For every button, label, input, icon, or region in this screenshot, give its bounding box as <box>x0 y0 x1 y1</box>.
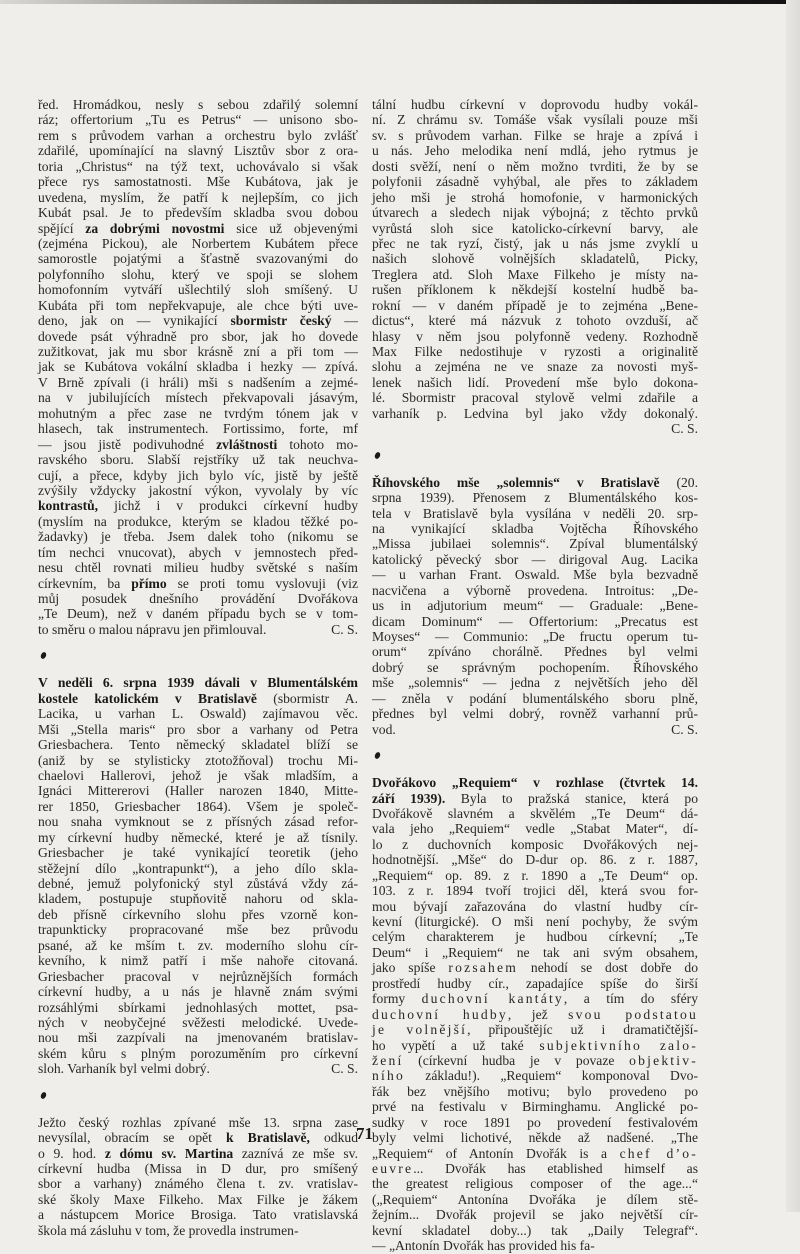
text-line: orum“ zpíváno chorálně. Přednes byl velmi <box>372 644 698 660</box>
text-line: psané, až ke mším t. zv. moderního slohu cír- <box>38 937 358 953</box>
text-line: mohutným a přec zase ne tvrdým tónem jak v <box>38 405 358 421</box>
text-line: varhaník p. Ledvina byl jako vždy dokonalý. <box>372 405 698 421</box>
text-line: lo z duchovních komposic Dvořákových nej- <box>372 836 698 852</box>
text-line: — u varhan Frant. Oswald. Mše byla bezvadně <box>372 567 698 583</box>
text-line: tím nechci vnucovat), abych v jemnostech před- <box>38 544 358 560</box>
text-line: září 1939). Byla to pražská stanice, která po <box>372 790 698 806</box>
letterspaced-emphasis: chef d’o- <box>619 1145 698 1161</box>
text-line: mše „solemnis“ — jedna z největších jeho děl <box>372 675 698 691</box>
text-line: the greatest religious composer of the age...“ <box>372 1176 698 1192</box>
text-line: toria „Christus“ na týž text, uchovávalo si však <box>38 158 358 174</box>
closing-line <box>38 1061 358 1076</box>
text-line: polyfonii zásadně vyhýbal, ale přes to základem <box>372 174 698 190</box>
text-line: zvýšily vždycky jakostní výkon, vyvolaly by víc <box>38 482 358 498</box>
text-line: našich slohově volnějších skladatelů, Picky, <box>372 251 698 267</box>
bold-run-in-text: kostele katolickém v Bratislavě <box>38 690 257 706</box>
text-line: deb přísně církevního slohu přes vzorně kon- <box>38 906 358 922</box>
text-line: ráz; offertorium „Tu es Petrus“ — unisono sbo- <box>38 112 358 128</box>
letterspaced-emphasis: subjektivního zalo- <box>539 1037 698 1053</box>
text-line: Mši „Stella maris“ pro sbor a varhany od Petra <box>38 721 358 737</box>
section-bullet <box>38 637 358 675</box>
text-line: cují, a přece, kdyby jich bylo víc, jistě by ještě <box>38 467 358 483</box>
author-signature: C. S. <box>331 621 358 637</box>
article-dvorak-requiem <box>372 775 698 1254</box>
text-line: stěžejní dílo „kontrapunkt“), a jeho dílo skla- <box>38 860 358 876</box>
text-line: o 9. hod. z dómu sv. Martina zaznívá ze mše sv. <box>38 1145 358 1161</box>
text-line: kostele katolickém v Bratislavě (sbormistr A. <box>38 690 358 706</box>
letterspaced-emphasis: ního <box>372 1068 405 1084</box>
text-line: mou bývají zařazována do vlastní hudby cír- <box>372 898 698 914</box>
text-line: formy duchovní kantáty, a tím do sféry <box>372 991 699 1007</box>
letterspaced-emphasis: svou podstatou <box>568 1006 699 1022</box>
text-line: Griesbacher je také vynikající teoretik (jeho <box>38 845 358 861</box>
text-line: — „Antonín Dvořák has provided his fa- <box>372 1238 595 1254</box>
bullet-mark-icon <box>374 451 381 459</box>
text-line: sudky v roce 1891 po provedení festivalovém <box>372 1114 698 1130</box>
text-line: přec ne tak ryzí, čistý, jak u nás jsme zvyklí u <box>372 235 698 251</box>
text-line: jak se Kubátova vokální skladba i hezky — zpívá. <box>38 359 358 375</box>
text-line: katolický pěvecký sbor — dirigoval Aug. Lacika <box>372 551 698 567</box>
text-line: u nás. Jeho melodika není mdlá, jeho rytmus je <box>372 143 698 159</box>
bold-run-in-text: za dobrými novostmi <box>85 220 225 236</box>
section-bullet <box>372 437 698 475</box>
text-line: kevní (liturgické). O mši není pochyby, že svým <box>372 914 698 929</box>
article-filke-missa-continued <box>372 97 698 437</box>
text-line: jako spíše rozsahem nehodí se dost dobře do <box>372 960 698 976</box>
bold-run-in-text: kontrastů, <box>38 498 99 514</box>
text-line: („Requiem“ Antonína Dvořáka je dílem stě- <box>372 1191 698 1207</box>
text-line: tela v Bratislavě byla vysílána v neděli 20. srp- <box>372 505 698 521</box>
text-line: lenek našich lidí. Provedení mše bylo dokona- <box>372 374 698 390</box>
text-line: debné, jemuž polyfonický styl zůstává vždy zá- <box>38 876 358 891</box>
text-line: nacvičena a výborně provedena. Introitus: „De- <box>372 582 698 598</box>
letterspaced-emphasis: rozsahem <box>448 960 519 976</box>
text-line: „Requiem“ op. 89. z r. 1890 a „Te Deum“ op. <box>372 867 698 883</box>
text-line: přece rys samostatnosti. Mše Kubátova, jak je <box>38 174 358 190</box>
text-line: můj posudek dnešního provádění Dvořákova <box>38 591 358 606</box>
text-line: Ignáci Mittererovi (Haller narozen 1840, Mitte- <box>38 783 358 799</box>
text-line: a nástupcem Morice Brosiga. Tato vratislavská <box>38 1207 358 1223</box>
right-column <box>372 97 698 1254</box>
text-line: ském kůru s plným porozuměním pro církevní <box>38 1045 358 1061</box>
text-line: Kubáta při tom nepřekvapuje, ale chce býti uve- <box>38 297 358 313</box>
text-line: nou mši zazpívali na jmenovaném bratislav- <box>38 1030 358 1046</box>
text-line: sbor a varhany) známého člena t. zv. vratislav- <box>38 1176 358 1192</box>
text-line: řed. Hromádkou, nesly s sebou zdařilý solemní <box>38 97 358 112</box>
text-line: homofonním vytváří ušlechtilý sloh smíšený. U <box>38 282 358 298</box>
text-line: dobrý se správným pochopením. Říhovského <box>372 659 698 675</box>
text-line: samorostle pojatými a šťastně svazovanými do <box>38 251 358 267</box>
text-line: kladem, postupuje stupňovitě nahoru od skla- <box>38 891 358 907</box>
closing-text: to směru o malou nápravu jen přimlouval. <box>38 621 267 637</box>
text-line: ního základu!). „Requiem“ komponoval Dvo- <box>372 1068 698 1084</box>
text-line <box>38 675 358 690</box>
text-line: řák bez vnějšího motivu; bylo provedeno po <box>372 1083 698 1099</box>
text-line: byly velmi lichotivé, někde až nadšené. „The <box>372 1130 698 1146</box>
bold-run-in-text: k Bratislavě, <box>226 1130 310 1146</box>
text-line: žejním... Dvořák projevil se jako největší cír- <box>372 1207 698 1223</box>
text-line: duchovní hudby, jež svou podstatou <box>372 1006 699 1022</box>
section-bullet <box>38 1077 358 1115</box>
bold-run-in-text: V neděli 6. srpna 1939 dávali v Blumentálském <box>38 675 358 691</box>
text-line: rem s průvodem varhan a orchestru bylo zvlášť <box>38 127 358 143</box>
text-line: církevní hudby, a u nás je hlavně znám svými <box>38 984 358 1000</box>
text-line: Griesbacher pracoval v nejrůznějších formách <box>38 968 358 984</box>
letterspaced-emphasis: duchovní kantáty <box>421 991 564 1007</box>
article-griesbacher-stella-maris <box>38 675 358 1076</box>
text-line: prostředí hudby cír., zapadajíce spíše do širší <box>372 975 698 991</box>
page-number: 71 <box>356 1124 373 1143</box>
text-line: spějící za dobrými novostmi sice už objevenými <box>38 220 359 236</box>
text-line: církevní hudba (Missa in D dur, pro smíšený <box>38 1161 358 1176</box>
text-line: euvre... Dvořák has etablished himself as <box>372 1161 698 1176</box>
text-line: dicam Dominum“ — Offertorium: „Precatus est <box>372 613 698 629</box>
text-line: — jsou jistě podivuhodné zvláštnosti tohoto mo- <box>38 436 358 452</box>
bold-run-in-text: zvláštnosti <box>216 436 278 452</box>
text-line: uvedena, myslím, že patří k nejlepším, co jich <box>38 189 358 205</box>
text-line: Treglera atd. Sloh Maxe Filkeho je místy na- <box>372 266 698 282</box>
author-signature: C. S. <box>331 1061 358 1077</box>
text-line: celým charakterem je hudbou církevní; „Te <box>372 929 698 945</box>
text-line: hlasech, tak instrumentech. Fortissimo, forte, mf <box>38 421 358 437</box>
text-line: na vynikající skladba Vojtěcha Říhovského <box>372 520 698 536</box>
text-line: škola má zásluhu v tom, že provedla instrumen- <box>38 1222 299 1238</box>
bold-run-in-text: září 1939). <box>372 790 446 806</box>
scan-top-edge <box>0 0 800 4</box>
section-bullet <box>372 737 698 775</box>
text-line: na v jubilujících místech překvapovali jásavým, <box>38 390 358 406</box>
closing-text: sloh. Varhaník byl velmi dobrý. <box>38 1061 210 1077</box>
bold-run-in-text: Říhovského mše „solemnis“ v Bratislavě <box>372 474 660 490</box>
text-line: Kubát psal. Je to především skladba svou dobou <box>38 205 358 221</box>
author-signature: C. S. <box>671 721 698 737</box>
text-line: rozsáhlými sbírkami jednohlasých mottet, psa- <box>38 999 358 1015</box>
text-line: Deum“ i „Requiem“ ne tak ani svým obsahem, <box>372 944 698 960</box>
text-line: (zejména Pickou), ale Norbertem Kubátem přece <box>38 235 358 251</box>
text-line: deno, jak on — vynikající sbormistr český — <box>38 313 358 329</box>
text-line: kevní skladatel doby...) tak „Daily Telegraf“. <box>372 1222 698 1238</box>
text-line: Max Filke nedostihuje v ryzosti a originalitě <box>372 344 698 359</box>
text-line: — zněla v podání blumentálského sboru plně, <box>372 690 698 706</box>
text-line: zdařilé, upomínající na slavný Lisztův sbor z ora- <box>38 143 358 159</box>
article-rihovsky-solemnis <box>372 475 698 737</box>
text-line: církevním, ba přímo se proti tomu vyslovuji (viz <box>38 575 358 591</box>
text-line: ské školy Maxe Filkeho. Max Filke je žákem <box>38 1191 358 1207</box>
text-line: útvarech a sledech nijak výbojná; z těchto prvků <box>372 205 698 221</box>
text-line: přednes byl velmi dobrý, rovněž varhanní prů- <box>372 706 698 722</box>
scan-right-edge <box>786 0 800 1212</box>
text-line: polyfonního slohu, který ve spoji se slohem <box>38 266 358 282</box>
text-line: Ježto český rozhlas zpívané mše 13. srpna zase <box>38 1114 358 1130</box>
text-line: „Requiem“ of Antonín Dvořák is a chef d’o- <box>372 1145 698 1161</box>
text-line: (aniž by se stylisticky ztotožňoval) trochu Mi- <box>38 752 358 768</box>
text-line: nesu chtěl rovnati milieu hudby světské s naším <box>38 560 358 576</box>
text-line: ho vypětí a už také subjektivního zalo- <box>372 1037 698 1053</box>
text-line: kontrastů, jichž i v produkci církevní hudby <box>38 498 358 514</box>
text-line: jeho mši je strohá homofonie, v harmonických <box>372 189 698 205</box>
text-line: hlasy v něm jsou polyfonně vedeny. Rozhodně <box>372 328 698 344</box>
text-line: Říhovského mše „solemnis“ v Bratislavě (20. <box>372 474 698 490</box>
text-line: je volnější, připouštějíc už i dramatičtější- <box>372 1022 698 1038</box>
letterspaced-emphasis: euvre <box>372 1161 414 1176</box>
text-line: (myslím na produkce, kterým se kladou těžké po- <box>38 513 358 529</box>
text-line: 103. z r. 1894 tvoří trojici děl, která svou for- <box>372 883 698 899</box>
text-line: prvé na festivalu v Birminghamu. Anglické po- <box>372 1099 698 1115</box>
closing-line <box>372 421 698 436</box>
text-line: vyrůstá sloh sice katolicko-církevní barvy, ale <box>372 220 698 236</box>
text-line: žení (církevní hudba je v povaze objektiv- <box>372 1052 698 1068</box>
text-line: Moyses“ — Communio: „De fructu operum tu- <box>372 629 698 644</box>
text-line: slohu a zejména ne ve snaze za novosti myš- <box>372 359 698 375</box>
text-line: Dvořákově slavném a skvělém „Te Deum“ dá- <box>372 805 698 821</box>
article-kubat-mass <box>38 97 358 637</box>
text-line: zužitkovat, jak mu sbor krásně zní a při tom — <box>38 344 358 359</box>
text-line: rušen příklonem k někdejší kostelní hudbě ba- <box>372 282 698 298</box>
text-line: lé. Sbormistr pracoval stylově velmi zdařile a <box>372 390 698 406</box>
text-line: my církevní hudby německé, které je až tísnily. <box>38 829 358 845</box>
text-line: ných v neobyčejné svěžesti melodické. Uvede- <box>38 1014 358 1030</box>
text-line: Griesbachera. Tento německý skladatel blíží se <box>38 737 358 753</box>
text-line: nou snaha vymknout se z přísných zásad refor- <box>38 814 358 830</box>
bullet-mark-icon <box>40 652 47 660</box>
text-line: kevního, k nimž patří i mše nahoře citovaná. <box>38 953 358 969</box>
closing-line <box>38 622 358 637</box>
text-line: ravského sboru. Slabší rejstříky už tak neuchva- <box>38 452 358 468</box>
text-line: „Te Deum), než v daném případu bych se v tom- <box>38 606 358 622</box>
text-line: us in adjutorium meum“ — Graduale: „Bene- <box>372 598 698 614</box>
text-line: rokní — v daném případě je to zejména „Bene- <box>372 297 698 313</box>
text-line: nevysílal, obracím se opět k Bratislavě, odkud <box>38 1130 358 1146</box>
text-line: srpna 1939). Přenosem z Blumentálského kos- <box>372 490 698 506</box>
text-line: trapunkticky propracované mše bez průvodu <box>38 922 358 938</box>
letterspaced-emphasis: žení <box>372 1052 404 1068</box>
text-line: hodnotnější. „Mše“ do D-dur op. 86. z r. 1887, <box>372 852 698 868</box>
text-line: sv. s průvodem varhan. Filke se hraje a zpívá i <box>372 127 698 143</box>
bullet-mark-icon <box>40 1091 47 1099</box>
text-line: žadavky) je třeba. Jsem dalek toho (nikomu se <box>38 529 358 545</box>
text-line: vala jeho „Requiem“ vedle „Stabat Mater“, dí- <box>372 821 698 837</box>
text-line: dovede psát výhradně pro sbor, jak ho dovede <box>38 328 358 344</box>
letterspaced-emphasis: objektiv- <box>629 1052 698 1068</box>
text-line: ní. Z chrámu sv. Tomáše však vysílali pouze mši <box>372 112 698 128</box>
text-line: Lacika, u varhan L. Oswald) zajímavou věc. <box>38 706 358 722</box>
bold-run-in-text: Dvořákovo „Requiem“ v rozhlase (čtvrtek 14. <box>372 775 698 791</box>
article-filke-missa-start <box>38 1115 358 1239</box>
text-line: rer 1850, Griesbacher 1864). Všem je společ- <box>38 798 358 814</box>
bold-run-in-text: sbormistr český <box>230 313 332 329</box>
text-line: dosti svěží, není o něm možno tvrditi, že by se <box>372 158 698 174</box>
closing-line <box>372 722 698 737</box>
left-column <box>38 97 358 1238</box>
author-signature: C. S. <box>671 421 698 437</box>
bold-run-in-text: přímo <box>131 575 167 591</box>
bold-run-in-text: z dómu sv. Martina <box>104 1145 234 1161</box>
text-line: V Brně zpívali (i hráli) mši s nadšením a zejmé- <box>38 374 358 390</box>
text-line <box>372 775 698 790</box>
bullet-mark-icon <box>374 751 381 759</box>
text-line: „Missa jubilaei solemnis“. Zpíval blumentálský <box>372 536 698 552</box>
text-line: dictus“, které má názvuk z tohoto ovzduší, ač <box>372 313 698 329</box>
text-line: chaelovi Hallerovi, jehož je však mladším, a <box>38 767 358 783</box>
closing-text: vod. <box>372 721 396 737</box>
text-line: tální hudbu církevní v doprovodu hudby vokál- <box>372 97 698 112</box>
letterspaced-emphasis: je volnější <box>372 1022 468 1038</box>
letterspaced-emphasis: duchovní hudby <box>372 1006 508 1022</box>
